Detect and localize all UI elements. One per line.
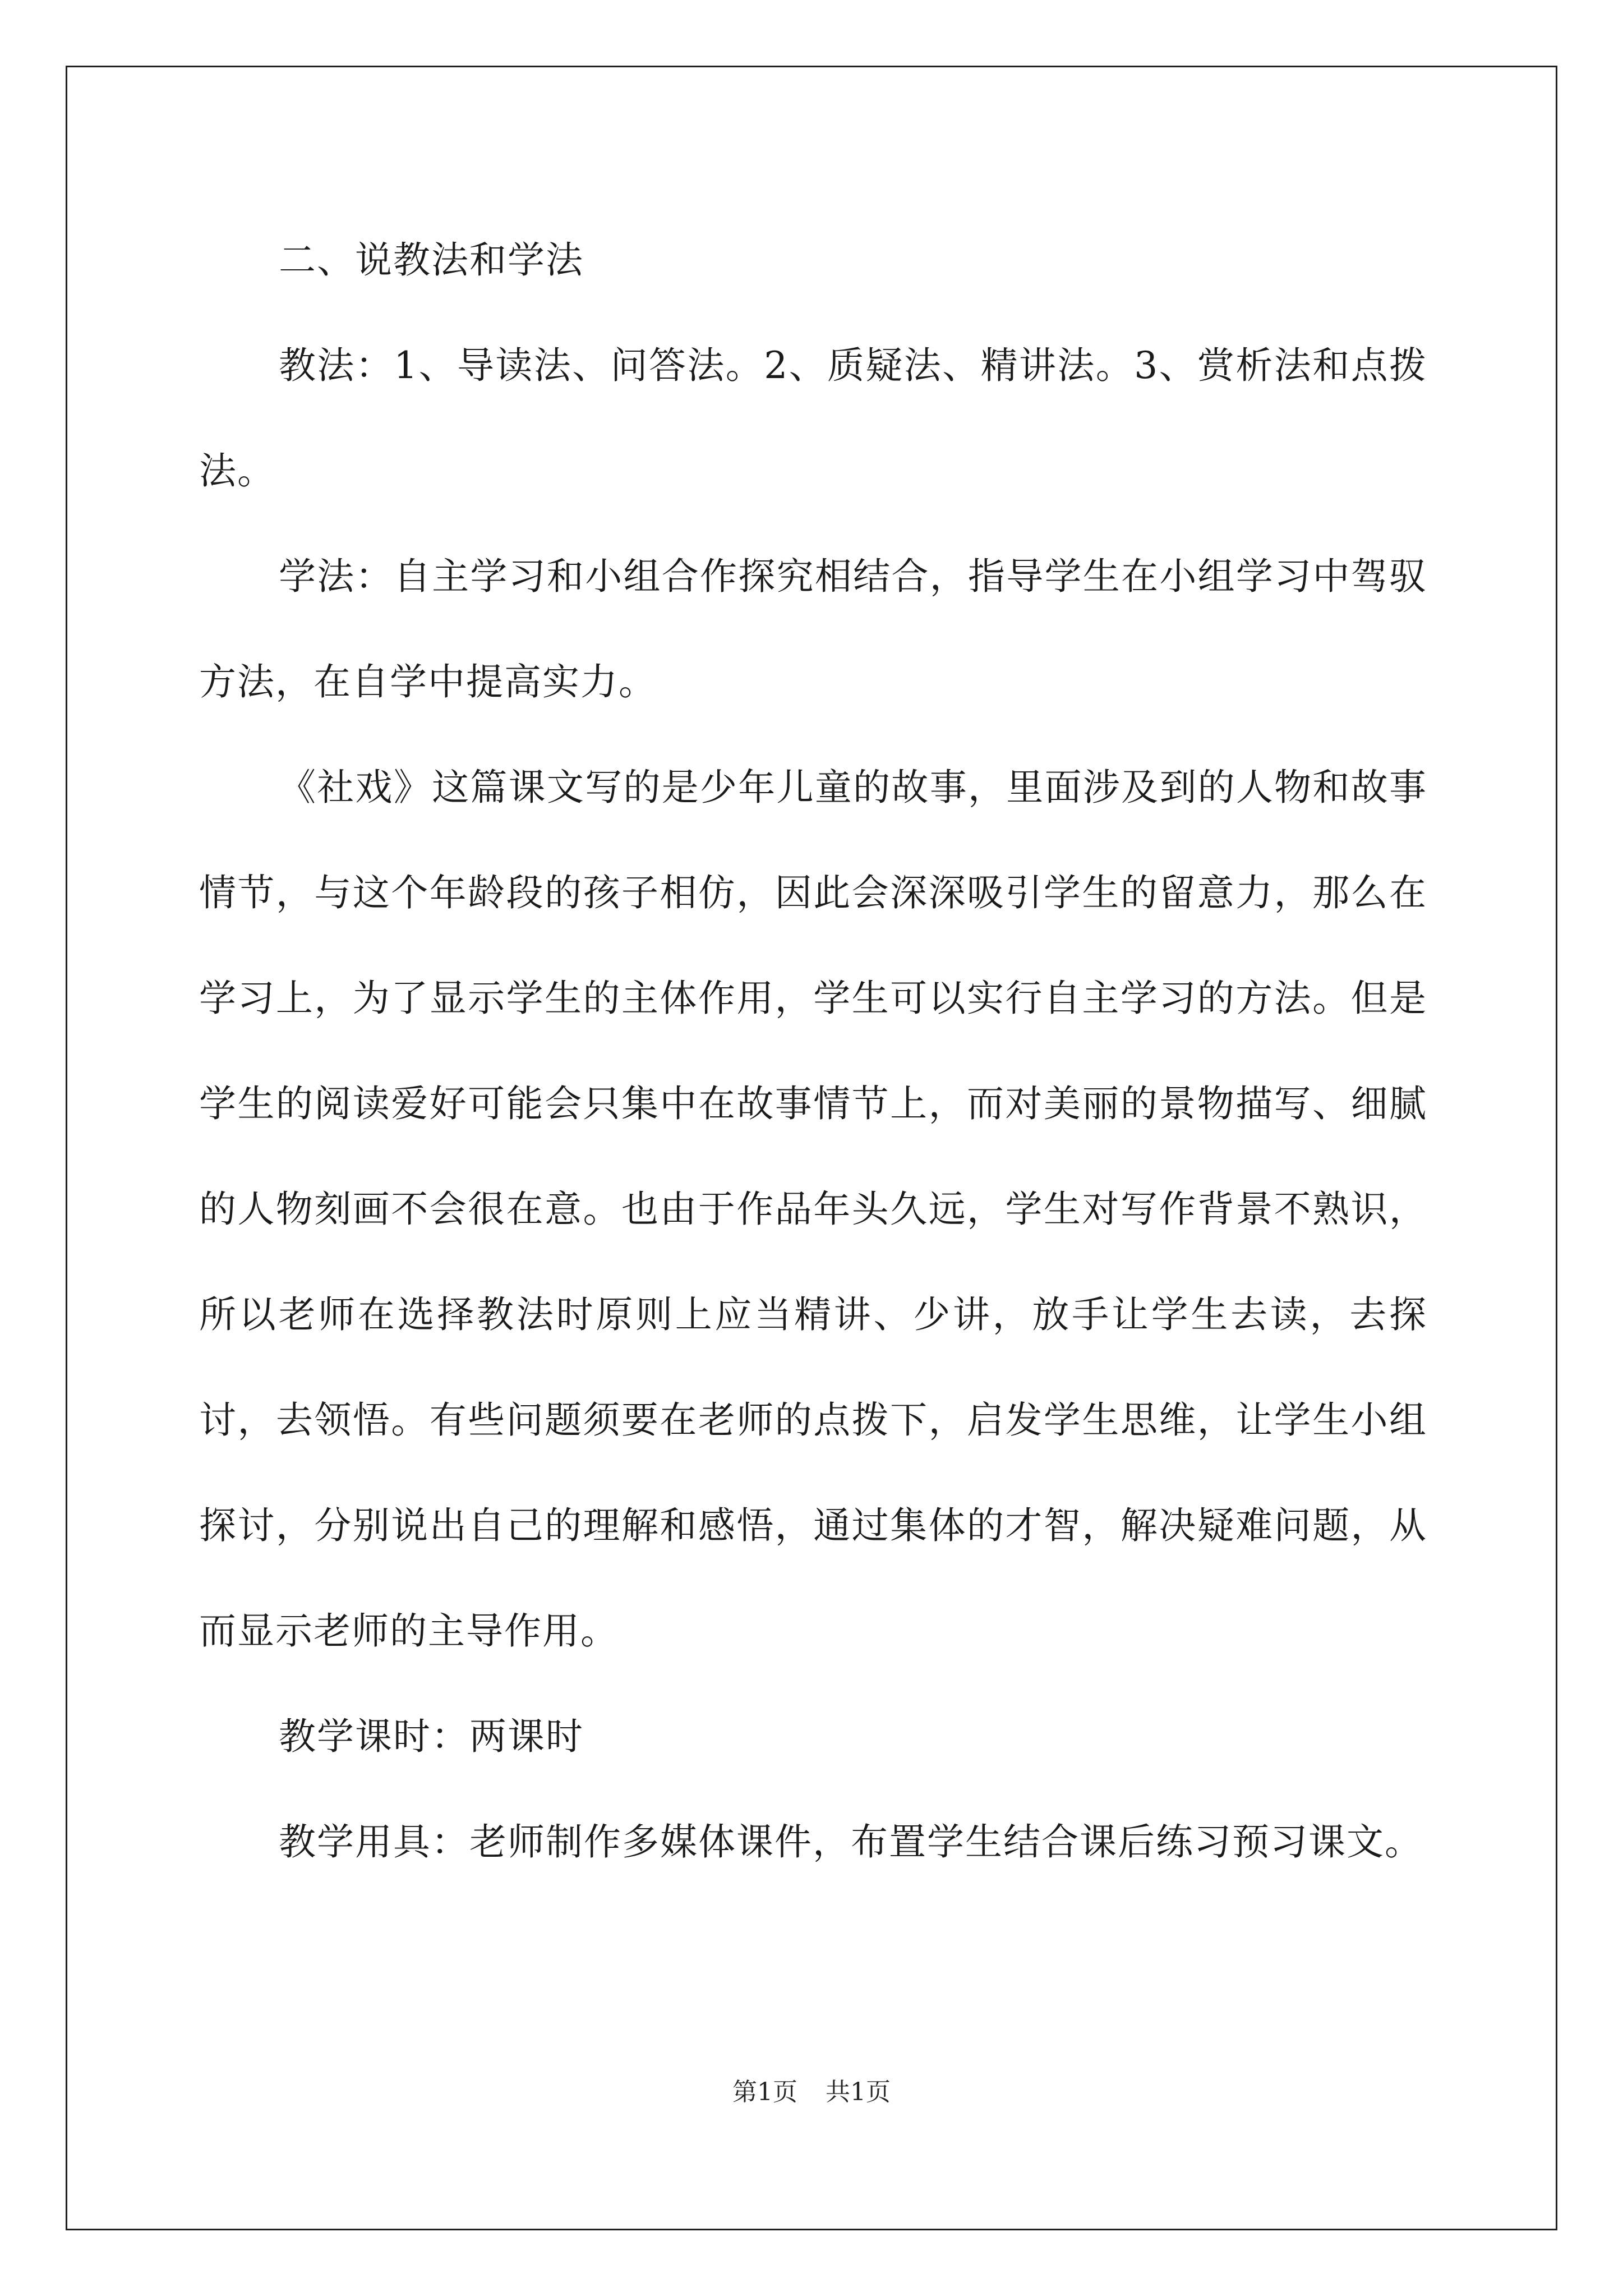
section-heading: 二、说教法和学法: [279, 238, 584, 282]
rationale-paragraph: 《社戏》这篇课文写的是少年儿童的故事，里面涉及到的人物和故事情节，与这个年龄段的孩子相仿，因此会深深吸引学生的留意力，那么在学习上，为了显示学生的主体作用，学生可以实行自主学习的方法。但是学生的阅读爱好可能会只集中在故事情节上，而对美丽的景物描写、细腻的人物刻画不会很在意。也由于作品年头久远，学生对写作背景不熟识，所以老师在选择教法时原则上应当精讲、少讲，放手让学生去读，去探讨，去领悟。有些问题须要在老师的点拨下，启发学生思维，让学生小组探讨，分别说出自己的理解和感悟，通过集体的才智，解决疑难问题，从而显示老师的主导作用。: [199, 766, 1427, 1653]
teaching-methods-paragraph: 教法：1、导读法、问答法。2、质疑法、精讲法。3、赏析法和点拨法。: [199, 344, 1427, 493]
page-footer: [0, 2076, 1623, 2109]
page-number-total: 共1页: [826, 2078, 891, 2106]
learning-methods-paragraph: 学法：自主学习和小组合作探究相结合，指导学生在小组学习中驾驭方法，在自学中提高实力。: [199, 555, 1427, 703]
class-hours-paragraph: 教学课时：两课时: [279, 1715, 584, 1758]
teaching-tools-paragraph: 教学用具：老师制作多媒体课件，布置学生结合课后练习预习课文。: [279, 1820, 1423, 1864]
page-number-current: 第1页: [732, 2078, 797, 2106]
document-body: [199, 208, 1427, 1895]
